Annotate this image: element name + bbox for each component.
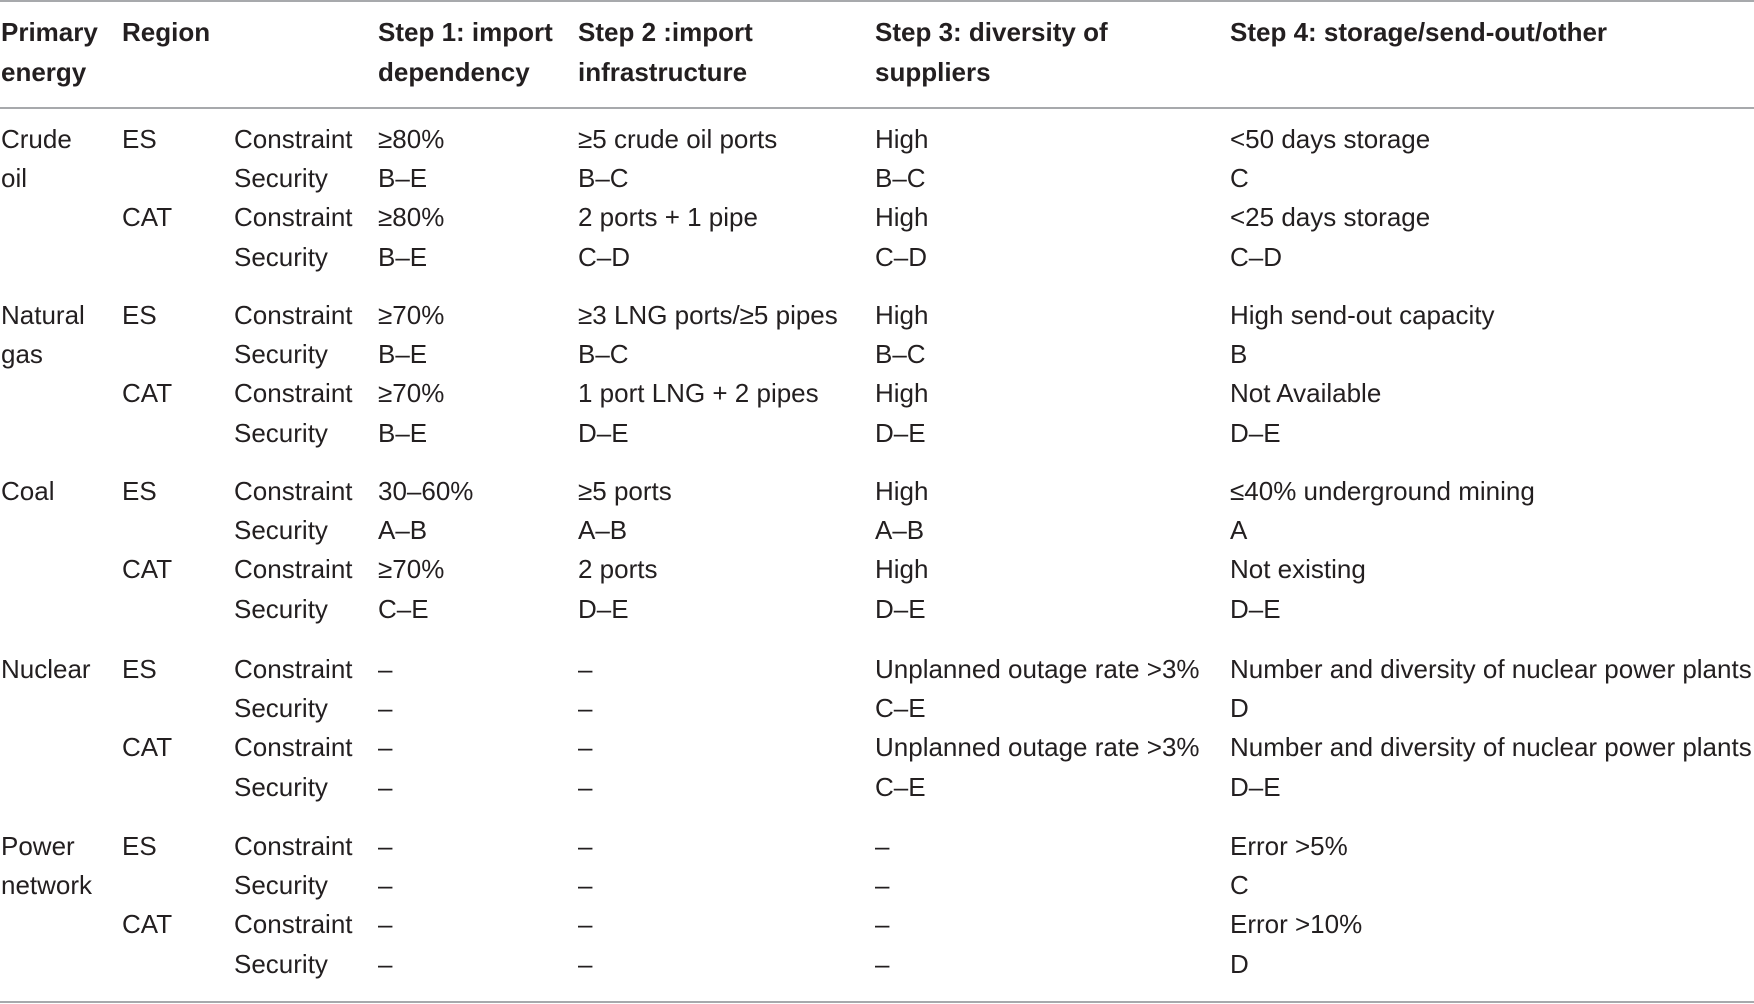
cell-step3: C–E [875, 693, 926, 723]
region-label: ES [122, 476, 157, 506]
cell-step3: – [875, 870, 890, 900]
row-label: Security [234, 339, 328, 369]
primary-energy-label: Nuclear [1, 654, 91, 684]
cell-step3: – [875, 831, 890, 861]
region-label: ES [122, 654, 157, 684]
cell-step4: D [1230, 693, 1249, 723]
cell-step1: – [378, 654, 393, 684]
primary-energy-label: network [1, 870, 93, 900]
row-label: Constraint [234, 654, 353, 684]
cell-step3: C–D [875, 242, 928, 272]
cell-step3: – [875, 909, 890, 939]
cell-step2: ≥3 LNG ports/≥5 pipes [578, 300, 838, 330]
row-label: Security [234, 242, 328, 272]
row-label: Security [234, 594, 328, 624]
primary-energy-label: Power [1, 831, 75, 861]
region-label: CAT [122, 909, 173, 939]
cell-step1: A–B [378, 515, 428, 545]
cell-step4: D–E [1230, 772, 1281, 802]
row-label: Constraint [234, 202, 353, 232]
primary-energy-label: Crude [1, 124, 72, 154]
row-label: Security [234, 772, 328, 802]
cell-step1: – [378, 909, 393, 939]
header-step4: Step 4: storage/send-out/other [1230, 17, 1608, 47]
cell-step2: D–E [578, 418, 629, 448]
row-label: Security [234, 515, 328, 545]
cell-step2: C–D [578, 242, 631, 272]
cell-step1: B–E [378, 163, 428, 193]
header-primary-energy-line2: energy [1, 57, 87, 87]
cell-step1: C–E [378, 594, 429, 624]
header-step2-line2: infrastructure [578, 57, 748, 87]
cell-step3: High [875, 202, 929, 232]
cell-step1: ≥80% [378, 124, 445, 154]
cell-step3: C–E [875, 772, 926, 802]
row-label: Constraint [234, 831, 353, 861]
cell-step4: D [1230, 949, 1249, 979]
cell-step3: Unplanned outage rate >3% [875, 654, 1200, 684]
cell-step4: High send-out capacity [1230, 300, 1495, 330]
cell-step2: – [578, 909, 593, 939]
row-label: Constraint [234, 476, 353, 506]
cell-step2: – [578, 949, 593, 979]
row-label: Security [234, 949, 328, 979]
cell-step4: ≤40% underground mining [1230, 476, 1535, 506]
cell-step3: High [875, 554, 929, 584]
row-label: Constraint [234, 124, 353, 154]
header-region: Region [122, 17, 211, 47]
region-label: CAT [122, 378, 173, 408]
row-label: Constraint [234, 300, 353, 330]
cell-step4: Error >5% [1230, 831, 1348, 861]
cell-step3: B–C [875, 339, 926, 369]
cell-step2: – [578, 654, 593, 684]
cell-step2: 1 port LNG + 2 pipes [578, 378, 819, 408]
cell-step1: B–E [378, 339, 428, 369]
region-label: CAT [122, 732, 173, 762]
cell-step1: ≥70% [378, 378, 445, 408]
cell-step1: B–E [378, 418, 428, 448]
header-step3: Step 3: diversity of [875, 17, 1108, 47]
cell-step2: D–E [578, 594, 629, 624]
cell-step2: A–B [578, 515, 628, 545]
primary-energy-label: Natural [1, 300, 85, 330]
cell-step3: B–C [875, 163, 926, 193]
cell-step1: B–E [378, 242, 428, 272]
primary-energy-label: oil [1, 163, 28, 193]
region-label: ES [122, 831, 157, 861]
cell-step4: Not existing [1230, 554, 1366, 584]
cell-step2: B–C [578, 339, 629, 369]
region-label: CAT [122, 202, 173, 232]
cell-step1: – [378, 870, 393, 900]
cell-step1: ≥70% [378, 300, 445, 330]
cell-step3: High [875, 124, 929, 154]
cell-step2: – [578, 870, 593, 900]
cell-step2: – [578, 732, 593, 762]
header-step1-line2: dependency [378, 57, 530, 87]
cell-step4: D–E [1230, 594, 1281, 624]
cell-step2: 2 ports [578, 554, 658, 584]
cell-step2: – [578, 831, 593, 861]
cell-step1: 30–60% [378, 476, 474, 506]
cell-step4: <25 days storage [1230, 202, 1431, 232]
row-label: Constraint [234, 378, 353, 408]
cell-step4: Not Available [1230, 378, 1382, 408]
row-label: Constraint [234, 732, 353, 762]
region-label: ES [122, 124, 157, 154]
cell-step1: – [378, 831, 393, 861]
cell-step3: High [875, 300, 929, 330]
header-primary-energy: Primary [1, 17, 98, 47]
cell-step2: – [578, 693, 593, 723]
primary-energy-label: gas [1, 339, 43, 369]
cell-step2: 2 ports + 1 pipe [578, 202, 758, 232]
cell-step2: ≥5 crude oil ports [578, 124, 778, 154]
cell-step1: – [378, 772, 393, 802]
region-label: ES [122, 300, 157, 330]
region-label: CAT [122, 554, 173, 584]
row-label: Security [234, 418, 328, 448]
cell-step4: <50 days storage [1230, 124, 1431, 154]
cell-step4: C [1230, 870, 1249, 900]
cell-step1: ≥70% [378, 554, 445, 584]
header-step1: Step 1: import [378, 17, 553, 47]
cell-step4: Number and diversity of nuclear power plants [1230, 654, 1752, 684]
cell-step3: High [875, 378, 929, 408]
cell-step2: – [578, 772, 593, 802]
cell-step3: D–E [875, 418, 926, 448]
cell-step4: Number and diversity of nuclear power plants [1230, 732, 1752, 762]
cell-step4: C–D [1230, 242, 1283, 272]
cell-step4: D–E [1230, 418, 1281, 448]
cell-step2: B–C [578, 163, 629, 193]
row-label: Constraint [234, 909, 353, 939]
header-step3-line2: suppliers [875, 57, 991, 87]
header-step2: Step 2 :import [578, 17, 753, 47]
cell-step2: ≥5 ports [578, 476, 672, 506]
row-label: Constraint [234, 554, 353, 584]
cell-step3: Unplanned outage rate >3% [875, 732, 1200, 762]
row-label: Security [234, 163, 328, 193]
header-divider-rule [0, 107, 1754, 109]
cell-step4: B [1230, 339, 1248, 369]
cell-step1: – [378, 693, 393, 723]
cell-step4: A [1230, 515, 1248, 545]
cell-step3: High [875, 476, 929, 506]
cell-step1: – [378, 949, 393, 979]
cell-step3: – [875, 949, 890, 979]
row-label: Security [234, 870, 328, 900]
primary-energy-label: Coal [1, 476, 55, 506]
cell-step3: D–E [875, 594, 926, 624]
cell-step1: – [378, 732, 393, 762]
cell-step4: C [1230, 163, 1249, 193]
cell-step4: Error >10% [1230, 909, 1363, 939]
table-bottom-rule [0, 1001, 1754, 1003]
cell-step1: ≥80% [378, 202, 445, 232]
cell-step3: A–B [875, 515, 925, 545]
row-label: Security [234, 693, 328, 723]
table-top-rule [0, 0, 1754, 2]
